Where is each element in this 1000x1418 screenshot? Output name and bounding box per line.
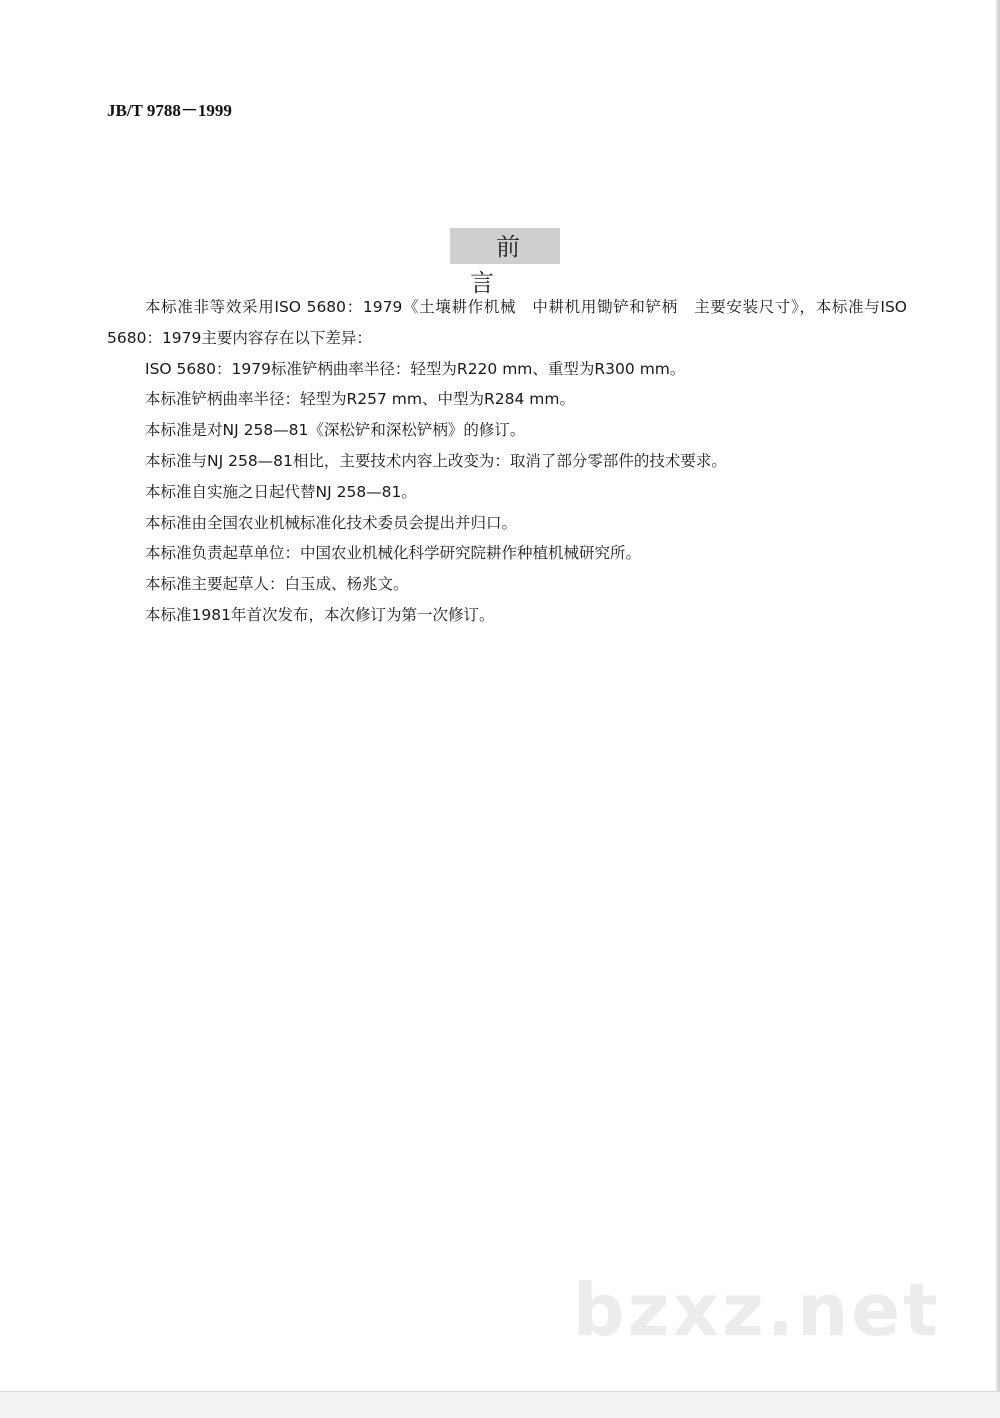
paragraph-standard-radius: 本标准铲柄曲率半径：轻型为R257 mm、中型为R284 mm。 bbox=[145, 390, 575, 409]
paragraph-history: 本标准1981年首次发布，本次修订为第一次修订。 bbox=[145, 605, 495, 624]
page-bottom-strip bbox=[0, 1391, 1000, 1418]
watermark-logo: bzxz.net bbox=[573, 1268, 941, 1352]
paragraph-replacement: 本标准自实施之日起代替NJ 258—81。 bbox=[145, 482, 417, 501]
paragraph-changes: 本标准与NJ 258—81相比，主要技术内容上改变为：取消了部分零部件的技术要求。 bbox=[145, 451, 727, 470]
page-edge bbox=[996, 0, 1000, 1392]
page-title: 前言 bbox=[470, 233, 566, 297]
paragraph-proposer: 本标准由全国农业机械标准化技术委员会提出并归口。 bbox=[145, 513, 518, 532]
standard-number: JB/T 9788－1999 bbox=[107, 101, 232, 120]
paragraph-adoption: 本标准非等效采用ISO 5680：1979《土壤耕作机械 中耕机用锄铲和铲柄 主要安装尺寸》，本标准与ISO 5680：1979主要内容存在以下差异： bbox=[107, 298, 907, 347]
paragraph-iso-radius: ISO 5680：1979标准铲柄曲率半径：轻型为R220 mm、重型为R300 mm。 bbox=[145, 359, 686, 378]
paragraph-drafters: 本标准主要起草人：白玉成、杨兆文。 bbox=[145, 575, 409, 594]
paragraph-revision: 本标准是对NJ 258—81《深松铲和深松铲柄》的修订。 bbox=[145, 421, 526, 440]
foreword-body bbox=[107, 292, 907, 631]
paragraph-drafting-unit: 本标准负责起草单位：中国农业机械化科学研究院耕作种植机械研究所。 bbox=[145, 544, 642, 563]
